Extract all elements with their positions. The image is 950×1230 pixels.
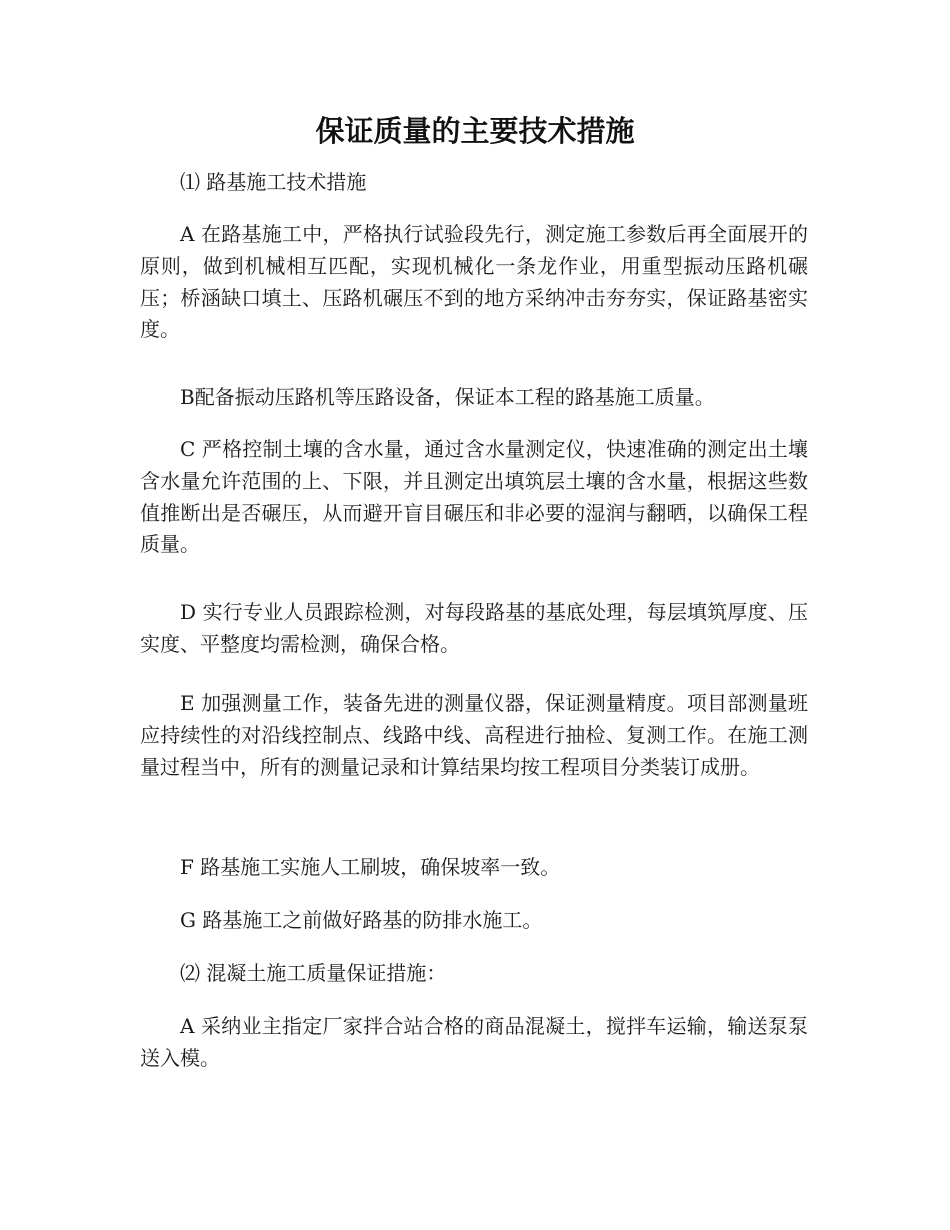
paragraph-roadbed-e: E 加强测量工作，装备先进的测量仪器，保证测量精度。项目部测量班应持续性的对沿线控制点、线路中线、高程进行抽检、复测工作。在施工测量过程当中，所有的测量记录和计算结果均按工程项目分类装订成册。 (140, 691, 808, 779)
paragraph-roadbed-b: B配备振动压路机等压路设备，保证本工程的路基施工质量。 (180, 385, 715, 409)
section-heading-roadbed: ⑴ 路基施工技术措施 (180, 170, 367, 194)
paragraph-roadbed-c: C 严格控制土壤的含水量，通过含水量测定仪，快速准确的测定出土壤含水量允许范围的上、下限，并且测定出填筑层土壤的含水量，根据这些数值推断出是否碾压，从而避开盲目碾压和非必要的湿润与翻晒，以确保工程质量。 (140, 437, 808, 557)
paragraph-roadbed-a: A 在路基施工中，严格执行试验段先行，测定施工参数后再全面展开的原则，做到机械相互匹配，实现机械化一条龙作业，用重型振动压路机碾压；桥涵缺口填土、压路机碾压不到的地方采纳冲击夯夯实，保证路基密实度。 (140, 222, 808, 342)
paragraph-concrete-a: A 采纳业主指定厂家拌合站合格的商品混凝土，搅拌车运输，输送泵泵送入模。 (140, 1014, 808, 1070)
paragraph-roadbed-d: D 实行专业人员跟踪检测，对每段路基的基底处理，每层填筑厚度、压实度、平整度均需检测，确保合格。 (140, 600, 808, 656)
paragraph-roadbed-g: G 路基施工之前做好路基的防排水施工。 (180, 908, 543, 932)
page-title: 保证质量的主要技术措施 (315, 114, 635, 148)
paragraph-roadbed-f: F 路基施工实施人工刷坡，确保坡率一致。 (180, 855, 561, 879)
section-heading-concrete: ⑵ 混凝土施工质量保证措施： (180, 961, 447, 985)
